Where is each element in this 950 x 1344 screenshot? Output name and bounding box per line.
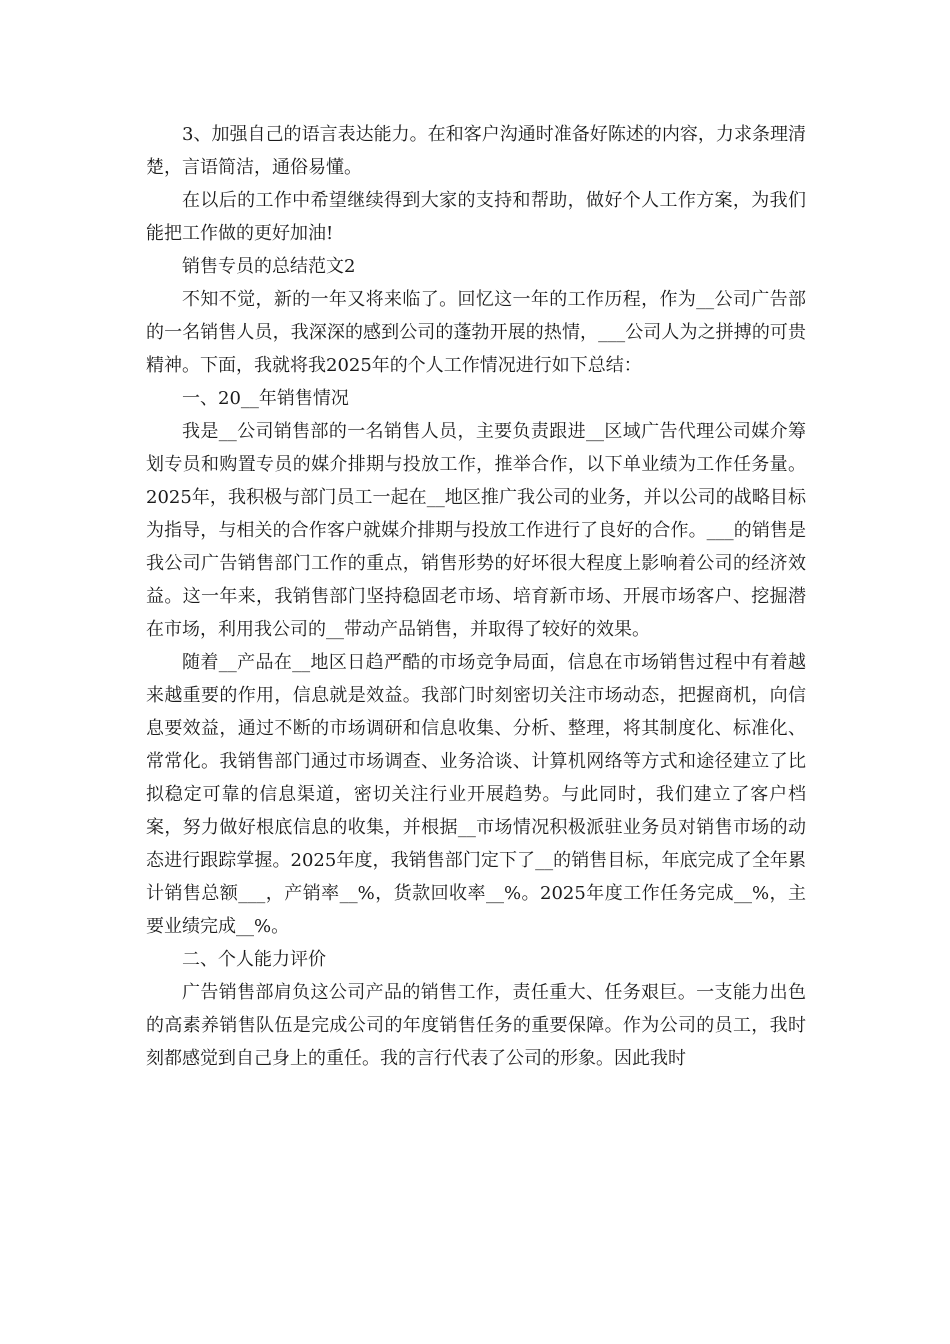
paragraph-hope-support: 在以后的工作中希望继续得到大家的支持和帮助，做好个人工作方案，为我们能把工作做的更好加油! xyxy=(146,190,806,244)
paragraph-ability: 广告销售部肩负这公司产品的销售工作，责任重大、任务艰巨。一支能力出色的高素养销售队伍是完成公司的年度销售任务的重要保障。作为公司的员工，我时刻都感觉到自己身上的重任。我的言行代表了公司的形象。因此我时 xyxy=(146,982,806,1069)
paragraph-sales-role: 我是__公司销售部的一名销售人员，主要负责跟进__区域广告代理公司媒介筹划专员和购置专员的媒介排期与投放工作，推举合作，以下单业绩为工作任务量。2025年，我积极与部门员工一起在__地区推广我公司的业务，并以公司的战略目标为指导，与相关的合作客户就媒介排期与投放工作进行了良好的合作。___的销售是我公司广告销售部门工作的重点，销售形势的好坏很大程度上影响着公司的经济效益。这一年来，我销售部门坚持稳固老市场、培育新市场、开展市场客户、挖掘潜在市场，利用我公司的__带动产品销售，并取得了较好的效果。 xyxy=(146,421,806,640)
heading-sales-situation: 一、20__年销售情况 xyxy=(182,388,349,409)
heading-ability-evaluation: 二、个人能力评价 xyxy=(182,949,326,970)
paragraph-market-info: 随着__产品在__地区日趋严酷的市场竞争局面，信息在市场销售过程中有着越来越重要的作用，信息就是效益。我部门时刻密切关注市场动态，把握商机，向信息要效益，通过不断的市场调研和信息收集、分析、整理，将其制度化、标准化、常常化。我销售部门通过市场调查、业务洽谈、计算机网络等方式和途径建立了比拟稳定可靠的信息渠道，密切关注行业开展趋势。与此同时，我们建立了客户档案，努力做好根底信息的收集，并根据__市场情况积极派驻业务员对销售市场的动态进行跟踪掌握。2025年度，我销售部门定下了__的销售目标，年底完成了全年累计销售总额___，产销率__%，货款回收率__%。2025年度工作任务完成__%，主要业绩完成__%。 xyxy=(146,652,806,937)
section-title-sample-2: 销售专员的总结范文2 xyxy=(182,256,356,277)
paragraph-language-skills: 3、加强自己的语言表达能力。在和客户沟通时准备好陈述的内容，力求条理清楚，言语简洁，通俗易懂。 xyxy=(146,124,806,178)
paragraph-intro: 不知不觉，新的一年又将来临了。回忆这一年的工作历程，作为__公司广告部的一名销售人员，我深深的感到公司的蓬勃开展的热情，___公司人为之拼搏的可贵精神。下面，我就将我2025年的个人工作情况进行如下总结： xyxy=(146,289,806,376)
document-page xyxy=(146,118,806,1075)
